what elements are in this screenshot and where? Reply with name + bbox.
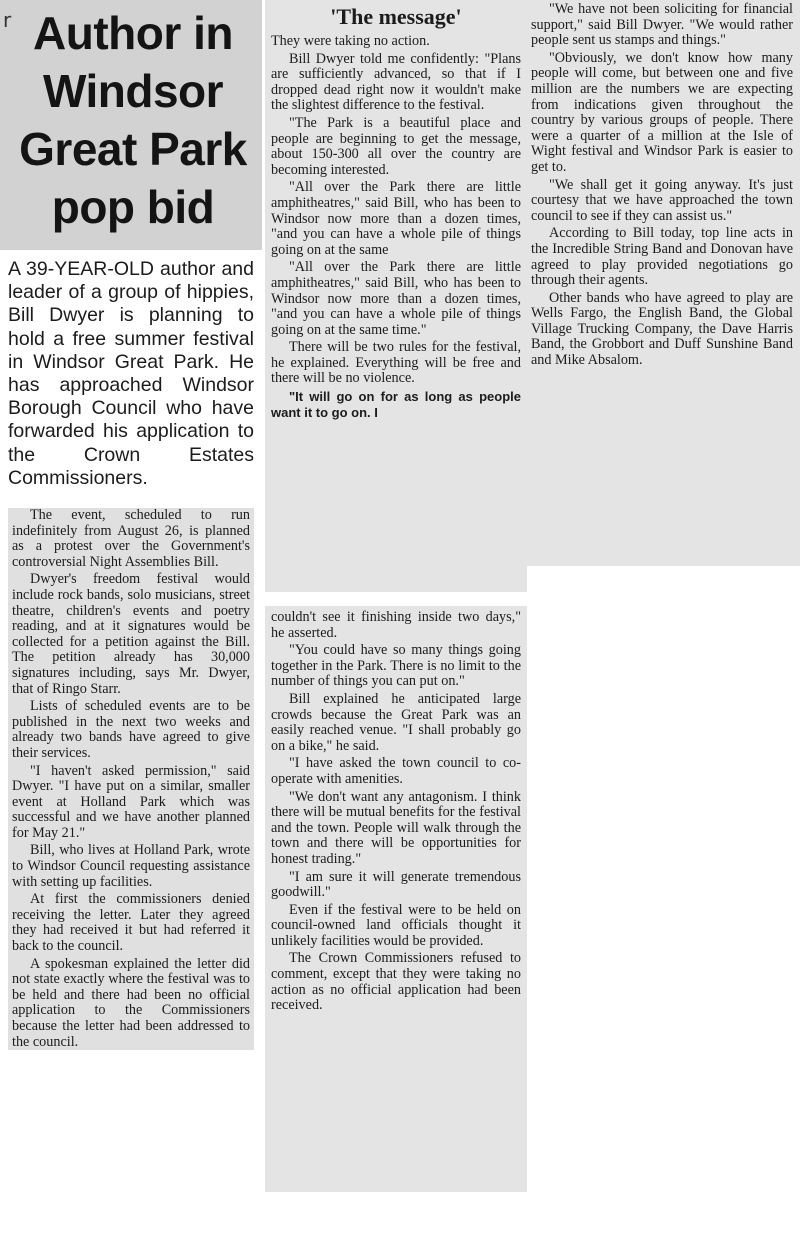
lead-paragraph: A 39-YEAR-OLD author and leader of a group of hippies, Bill Dwyer is planning to hold a free summer festival in Windsor Great Park. He has approached Windsor Borough Council who have forwarded his application to the Crown Estates Commissioners. bbox=[8, 258, 254, 489]
body-paragraph: "We don't want any antagonism. I think there will be mutual benefits for the festival and the town. People will walk through the town and there will be opportunities for honest trading." bbox=[271, 788, 521, 867]
body-paragraph: "All over the Park there are little amphitheatres," said Bill, who has been to Windsor now more than a dozen times, "and you can have a whole pile of things going on at the same bbox=[271, 179, 521, 258]
body-paragraph: "I haven't asked permission," said Dwyer. "I have put on a similar, smaller event at Holland Park which was successful and we have another planned for May 21." bbox=[12, 762, 250, 841]
body-paragraph: "The Park is a beautiful place and people are beginning to get the message, about 150-300 all over the country are becoming interested. bbox=[271, 114, 521, 178]
headline: Author in Windsor Great Park pop bid bbox=[19, 7, 247, 233]
body-paragraph: "All over the Park there are little amphitheatres," said Bill, who has been to Windsor now more than a dozen times, "and you can have a whole pile of things going on at the same time." bbox=[271, 259, 521, 338]
body-paragraph: Lists of scheduled events are to be published in the next two weeks and already two bands have agreed to give their services. bbox=[12, 698, 250, 761]
body-paragraph: couldn't see it finishing inside two days," he asserted. bbox=[271, 609, 521, 641]
body-paragraph: According to Bill today, top line acts in the Incredible String Band and Donovan have agreed to play provided negotiations go through their agents. bbox=[531, 225, 793, 289]
body-paragraph: "It will go on for as long as people want it to go on. I bbox=[271, 389, 521, 420]
clipping-column-3 bbox=[525, 0, 800, 566]
column-1-body bbox=[8, 508, 254, 1050]
body-paragraph: Bill Dwyer told me confidently: "Plans are sufficiently advanced, so that if I dropped dead right now it wouldn't make the slightest difference to the festival. bbox=[271, 50, 521, 114]
column-2-top-body bbox=[271, 34, 521, 420]
body-paragraph: Bill explained he anticipated large crowds because the Great Park was an easily reached venue. "I shall probably go on a bike," he said. bbox=[271, 690, 521, 754]
corner-mark: r bbox=[3, 8, 12, 32]
body-paragraph: Other bands who have agreed to play are Wells Fargo, the English Band, the Global Village Trucking Company, the Dave Harris Band, the Grobbort and Duff Sunshine Band and Mike Absalom. bbox=[531, 289, 793, 369]
body-paragraph: They were taking no action. bbox=[271, 33, 430, 49]
body-paragraph: "I have asked the town council to co-operate with amenities. bbox=[271, 755, 521, 787]
body-paragraph: "We have not been soliciting for financial support," said Bill Dwyer. "We would rather people sent us stamps and things." bbox=[531, 1, 793, 49]
body-paragraph: "Obviously, we don't know how many people will come, but between one and five million are the numbers we are expecting from indications given throughout the country by various groups of people. There were a quarter of a million at the Isle of Wight festival and Windsor Park is easier to get to. bbox=[531, 49, 793, 175]
clipping-column-2 bbox=[265, 0, 527, 1192]
body-paragraph: A spokesman explained the letter did not state exactly where the festival was to be held and there had been no official application to the Commissioners because the letter had been addressed to the council. bbox=[12, 955, 250, 1050]
subheading: 'The message' bbox=[330, 4, 462, 29]
body-paragraph: The event, scheduled to run indefinitely from August 26, is planned as a protest over the Government's controversial Night Assemblies Bill. bbox=[12, 507, 250, 570]
body-paragraph: Bill, who lives at Holland Park, wrote to Windsor Council requesting assistance with setting up facilities. bbox=[12, 842, 250, 890]
headline-box bbox=[0, 0, 262, 250]
body-paragraph: The Crown Commissioners refused to comment, except that they were taking no action as no official application had been received. bbox=[271, 950, 521, 1014]
clipping-seam bbox=[265, 592, 527, 606]
body-paragraph: At first the commissioners denied receiving the letter. Later they agreed they had received it but had referred it back to the council. bbox=[12, 891, 250, 955]
body-paragraph: There will be two rules for the festival, he explained. Everything will be free and there will be no violence. bbox=[271, 339, 521, 387]
body-paragraph: "We shall get it going anyway. It's just courtesy that we have approached the town council to see if they can assist us." bbox=[531, 176, 793, 224]
body-paragraph: Even if the festival were to be held on council-owned land officials thought it unlikely facilities would be provided. bbox=[271, 901, 521, 949]
clipping-column-1 bbox=[0, 0, 262, 1251]
column-2-bottom-body bbox=[271, 610, 521, 1014]
body-paragraph: Dwyer's freedom festival would include rock bands, solo musicians, street theatre, children's events and poetry reading, and at it signatures would be collected for a petition against the Bill. The petition already has 30,000 signatures including, says Mr. Dwyer, that of Ringo Starr. bbox=[12, 571, 250, 697]
body-paragraph: "I am sure it will generate tremendous goodwill." bbox=[271, 868, 521, 901]
column-3-body bbox=[531, 2, 793, 369]
body-paragraph: "You could have so many things going together in the Park. There is no limit to the number of things you can put on." bbox=[271, 642, 521, 690]
